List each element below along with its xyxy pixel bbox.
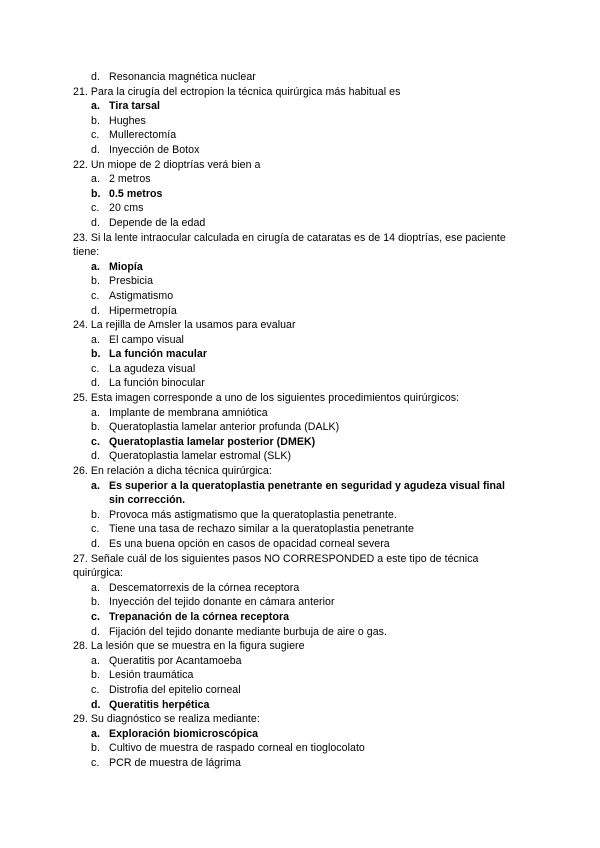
exam-page: [0, 70, 600, 771]
answer-option-correct: [0, 260, 600, 275]
option-text: Tiene una tasa de rechazo similar a la queratoplastia penetrante: [109, 523, 414, 536]
option-text: Hipermetropía: [109, 304, 177, 317]
option-letter: b.: [91, 275, 100, 288]
option-letter: a.: [91, 173, 100, 186]
option-letter: a.: [91, 479, 100, 492]
option-text: Queratoplastia lamelar estromal (SLK): [109, 450, 292, 463]
answer-option: [0, 625, 600, 640]
option-letter: d.: [91, 377, 100, 390]
option-letter: b.: [91, 508, 100, 521]
option-letter: a.: [91, 727, 100, 740]
option-letter: c.: [91, 610, 100, 623]
answer-option: [0, 581, 600, 596]
answer-option-continued: [0, 493, 600, 508]
answer-option: [0, 304, 600, 319]
option-letter: d.: [91, 698, 101, 711]
option-text: Es una buena opción en casos de opacidad corneal severa: [109, 538, 390, 550]
option-text: 20 cms: [109, 202, 144, 215]
answer-option-correct: [0, 435, 600, 450]
option-letter: b.: [91, 742, 100, 755]
option-letter: c.: [91, 129, 100, 142]
option-text: Cultivo de muestra de raspado corneal en tioglocolato: [109, 742, 365, 755]
answer-option: [0, 114, 600, 129]
answer-option: [0, 522, 600, 537]
option-letter: b.: [91, 669, 100, 682]
option-text: Resonancia magnética nuclear: [109, 71, 256, 83]
option-text: Queratoplastia lamelar anterior profunda (DALK): [109, 421, 340, 434]
option-text: sin corrección.: [109, 494, 186, 507]
answer-option: [0, 128, 600, 143]
answer-option: [0, 362, 600, 377]
option-letter: d.: [91, 143, 100, 156]
option-text: Presbicia: [109, 275, 154, 288]
answer-option: [0, 289, 600, 304]
option-text: Tira tarsal: [109, 100, 160, 113]
option-letter: c.: [91, 362, 100, 375]
answer-option: [0, 756, 600, 771]
answer-option-correct: [0, 479, 600, 494]
question-text: 23. Si la lente intraocular calculada en cirugía de cataratas es de 14 dioptrías, ese paciente: [73, 231, 506, 244]
answer-option: [0, 449, 600, 464]
option-letter: b.: [91, 596, 100, 609]
answer-option: [0, 333, 600, 348]
option-letter: c.: [91, 523, 100, 536]
answer-option: [0, 595, 600, 610]
option-text: El campo visual: [109, 333, 184, 346]
answer-option: [0, 376, 600, 391]
question-text: 21. Para la cirugía del ectropion la técnica quirúrgica más habitual es: [73, 85, 401, 98]
answer-option: [0, 537, 600, 552]
option-text: 2 metros: [109, 173, 151, 186]
option-letter: a.: [91, 260, 100, 273]
question-text: 22. Un miope de 2 dioptrías verá bien a: [73, 158, 261, 171]
question-text: 27. Señale cuál de los siguientes pasos NO CORRESPONDED a este tipo de técnica: [73, 552, 479, 565]
option-letter: d.: [91, 450, 100, 463]
option-text: La agudeza visual: [109, 362, 196, 375]
answer-option: [0, 406, 600, 421]
option-text: Exploración biomicroscópica: [109, 727, 259, 740]
option-text: Trepanación de la córnea receptora: [109, 610, 290, 623]
answer-option-correct: [0, 99, 600, 114]
answer-option: [0, 508, 600, 523]
option-text: 0.5 metros: [109, 187, 163, 200]
answer-option-correct: [0, 727, 600, 742]
option-text: Es superior a la queratoplastia penetrante en seguridad y agudeza visual final: [109, 479, 505, 492]
question-text: 26. En relación a dicha técnica quirúrgica:: [73, 465, 272, 478]
option-text: Provoca más astigmatismo que la queratoplastia penetrante.: [109, 508, 397, 521]
option-text: Distrofia del epitelio corneal: [109, 683, 241, 696]
answer-option-correct: [0, 347, 600, 362]
question-text: 28. La lesión que se muestra en la figura sugiere: [73, 640, 305, 653]
answer-option: [0, 420, 600, 435]
question-text: 25. Esta imagen corresponde a uno de los siguientes procedimientos quirúrgicos:: [73, 392, 460, 405]
option-letter: d.: [91, 538, 100, 550]
answer-option-correct: [0, 698, 600, 713]
option-text: La función binocular: [109, 377, 205, 390]
option-letter: a.: [91, 100, 100, 113]
answer-option: [0, 216, 600, 231]
option-letter: a.: [91, 333, 100, 346]
option-letter: b.: [91, 114, 100, 127]
option-text: Queratitis herpética: [109, 698, 210, 711]
option-letter: c.: [91, 683, 100, 696]
option-text: Depende de la edad: [109, 216, 206, 229]
option-text: Queratitis por Acantamoeba: [109, 654, 242, 667]
option-letter: c.: [91, 202, 100, 215]
option-letter: d.: [91, 71, 100, 83]
option-text: Inyección del tejido donante en cámara anterior: [109, 596, 335, 609]
answer-option: [0, 668, 600, 683]
answer-option: [0, 683, 600, 698]
option-text: Astigmatismo: [109, 289, 174, 302]
option-letter: c.: [91, 435, 100, 448]
answer-option: [0, 70, 600, 85]
option-text: Implante de membrana amniótica: [109, 406, 268, 419]
option-letter: a.: [91, 654, 100, 667]
option-letter: b.: [91, 187, 101, 200]
option-letter: d.: [91, 216, 100, 229]
option-text: Lesión traumática: [109, 669, 194, 682]
answer-option: [0, 143, 600, 158]
option-text: Queratoplastia lamelar posterior (DMEK): [109, 435, 316, 448]
question-text-continued: quirúrgica:: [73, 567, 124, 580]
option-text: Miopía: [109, 260, 143, 273]
option-text: Mullerectomía: [109, 129, 177, 142]
answer-option: [0, 201, 600, 216]
answer-option: [0, 654, 600, 669]
option-letter: a.: [91, 406, 100, 419]
answer-option: [0, 741, 600, 756]
question-text-continued: tiene:: [73, 246, 100, 259]
option-letter: d.: [91, 304, 100, 317]
option-letter: b.: [91, 348, 101, 361]
option-text: Descematorrexis de la córnea receptora: [109, 581, 300, 594]
option-text: Fijación del tejido donante mediante burbuja de aire o gas.: [109, 625, 387, 638]
question-text: 29. Su diagnóstico se realiza mediante:: [73, 713, 260, 726]
question-text: 24. La rejilla de Amsler la usamos para evaluar: [73, 319, 296, 332]
option-text: Hughes: [109, 114, 146, 127]
option-text: La función macular: [109, 348, 208, 361]
answer-option-correct: [0, 610, 600, 625]
option-letter: a.: [91, 581, 100, 594]
answer-option-correct: [0, 187, 600, 202]
option-letter: d.: [91, 625, 100, 638]
option-letter: c.: [91, 756, 100, 769]
option-letter: c.: [91, 289, 100, 302]
option-text: Inyección de Botox: [109, 143, 200, 156]
answer-option: [0, 274, 600, 289]
answer-option: [0, 172, 600, 187]
option-letter: b.: [91, 421, 100, 434]
option-text: PCR de muestra de lágrima: [109, 756, 241, 769]
